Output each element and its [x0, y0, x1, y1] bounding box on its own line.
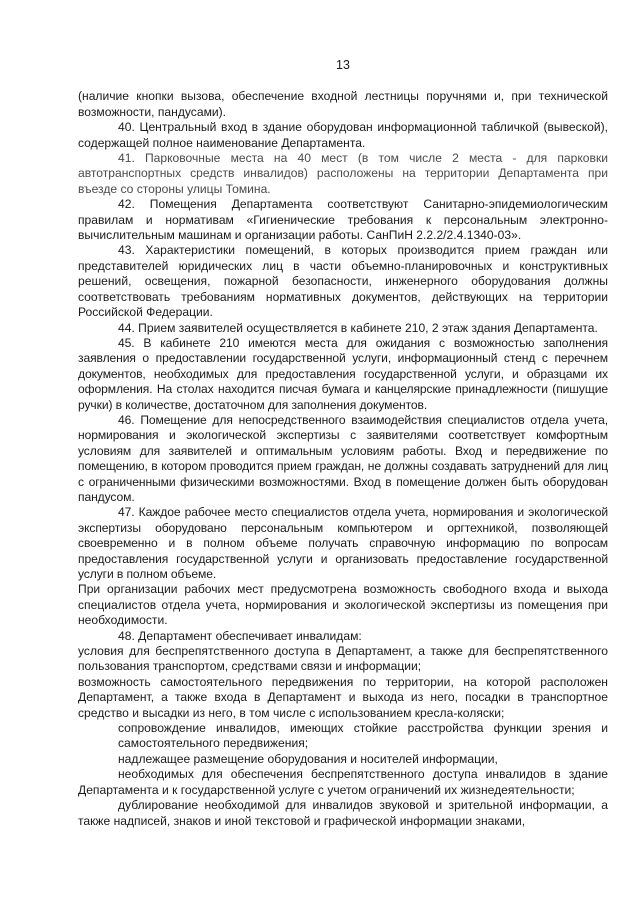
paragraph-workplaces: При организации рабочих мест предусмотрена возможность свободного входа и выхода специалистов отдела учета, нормирования и экологической экспертизы из помещения при необходимости. — [78, 582, 608, 628]
list-item-duplication: дублирование необходимой для инвалидов звуковой и зрительной информации, а также надписей, знаков и иной текстовой и графической информации знаками, — [78, 798, 608, 828]
paragraph-44: 44. Прием заявителей осуществляется в кабинете 210, 2 этаж здания Департамента. — [118, 320, 598, 335]
paragraph-continuation: (наличие кнопки вызова, обеспечение входной лестницы поручнями и, при технической возможности, пандусами). — [78, 89, 608, 119]
paragraph-40: 40. Центральный вход в здание оборудован информационной табличкой (вывеской), содержащей полное наименование Департамента. — [78, 120, 608, 150]
paragraph-46: 46. Помещение для непосредственного взаимодействия специалистов отдела учета, нормирования и экологической экспертизы с заявителями соответствует комфортным условиям для заявителей и оптимальным условиям работы. Вход и передвижение по помещению, в котором проводится прием граждан, не должны создавать затруднений для лиц с ограниченными физическими возможностями. Вход в помещение должен быть оборудован пандусом. — [78, 412, 608, 504]
list-item-access-conditions: условия для беспрепятственного доступа в Департамент, а также для беспрепятственного пользования транспортом, средствами связи и информации; — [78, 644, 608, 674]
paragraph-48: 48. Департамент обеспечивает инвалидам: — [118, 628, 362, 643]
paragraph-47: 47. Каждое рабочее место специалистов отдела учета, нормирования и экологической экспертизы оборудовано персональным компьютером и оргтехникой, позволяющей своевременно и в полном объеме получать справочную информацию по вопросам предоставления государственной услуги и организовать предоставление государственной услуги в полном объеме. — [78, 505, 608, 581]
paragraph-41: 41. Парковочные места на 40 мест (в том числе 2 места - для парковки автотранспортных средств инвалидов) расположены на территории Департамента при въезде со стороны улицы Томина. — [78, 151, 608, 196]
list-item-escort: сопровождение инвалидов, имеющих стойкие расстройства функции зрения и самостоятельного передвижения; — [118, 721, 608, 751]
list-item-equipment-purpose: необходимых для обеспечения беспрепятственного доступа инвалидов в здание Департамента и к государственной услуге с учетом ограничений их жизнедеятельности; — [78, 767, 608, 797]
paragraph-43: 43. Характеристики помещений, в которых производится прием граждан или представителей юридических лиц в части объемно-планировочных и конструктивных решений, освещения, пожарной безопасности, инженерного оборудования должны соответствовать требованиям нормативных документов, действующих на территории Российской Федерации. — [78, 243, 608, 320]
list-item-equipment-placement: надлежащее размещение оборудования и носителей информации, — [118, 751, 498, 766]
document-page — [78, 58, 608, 829]
page-number: 13 — [336, 58, 350, 72]
paragraph-45: 45. В кабинете 210 имеются места для ожидания с возможностью заполнения заявления о предоставлении государственной услуги, информационный стенд с перечнем документов, необходимых для предоставления государственной услуги, и образцами их оформления. На столах находится писчая бумага и канцелярские принадлежности (пишущие ручки) в количестве, достаточном для заполнения документов. — [78, 335, 608, 412]
list-item-movement: возможность самостоятельного передвижения по территории, на которой расположен Департамент, а также входа в Департамент и выхода из него, посадки в транспортное средство и высадки из него, в том числе с использованием кресла-коляски; — [78, 674, 608, 720]
paragraph-42: 42. Помещения Департамента соответствуют Санитарно-эпидемиологическим правилам и нормативам «Гигиенические требования к персональным электронно-вычислительным машинам и организации работы. СанПиН 2.2.2/2.4.1340-03». — [78, 197, 608, 243]
